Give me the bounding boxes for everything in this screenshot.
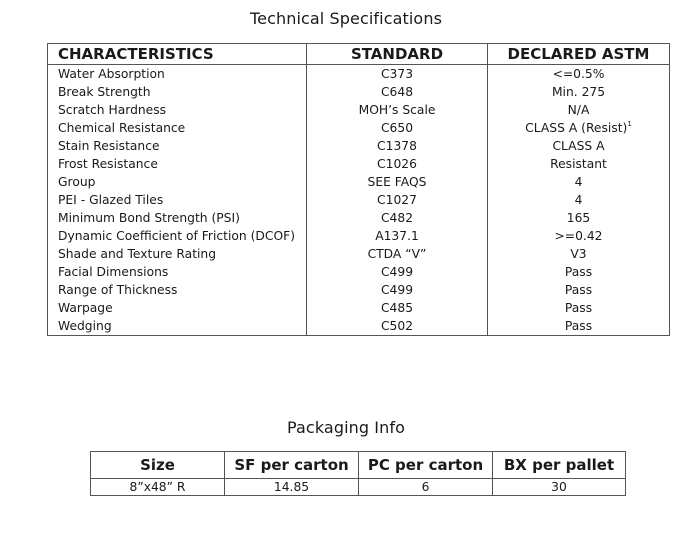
spec-declared-value: N/A xyxy=(567,103,590,117)
spec-row xyxy=(48,173,670,191)
spec-declared-value: 4 xyxy=(574,193,583,207)
spec-declared-value: Pass xyxy=(564,265,593,279)
spec-header-declared: DECLARED ASTM xyxy=(488,44,670,65)
spec-declared-value: CLASS A xyxy=(552,139,605,153)
spec-characteristic-cell: Shade and Texture Rating xyxy=(48,245,307,263)
spec-row xyxy=(48,191,670,209)
spec-characteristic-cell: Dynamic Coefficient of Friction (DCOF) xyxy=(48,227,307,245)
spec-declared-cell xyxy=(488,83,670,101)
spec-standard-cell: C499 xyxy=(307,263,488,281)
spec-declared-cell xyxy=(488,299,670,317)
spec-declared-cell xyxy=(488,317,670,336)
spec-characteristic-cell: Frost Resistance xyxy=(48,155,307,173)
spec-characteristic-cell: Facial Dimensions xyxy=(48,263,307,281)
packaging-section-title: Packaging Info xyxy=(287,418,405,437)
spec-table xyxy=(47,43,670,336)
spec-row xyxy=(48,137,670,155)
spec-declared-value: >=0.42 xyxy=(554,229,603,243)
spec-standard-cell: C648 xyxy=(307,83,488,101)
spec-declared-cell xyxy=(488,101,670,119)
spec-declared-value: Min. 275 xyxy=(551,85,606,99)
spec-row xyxy=(48,299,670,317)
spec-header-characteristics: CHARACTERISTICS xyxy=(48,44,307,65)
spec-declared-value: 165 xyxy=(566,211,591,225)
spec-declared-cell xyxy=(488,173,670,191)
spec-declared-cell xyxy=(488,245,670,263)
packaging-header-sf: SF per carton xyxy=(225,452,359,479)
spec-row xyxy=(48,101,670,119)
spec-declared-value: V3 xyxy=(570,247,587,261)
packaging-table-body xyxy=(91,479,626,496)
spec-row xyxy=(48,227,670,245)
spec-table-body xyxy=(48,65,670,336)
spec-declared-cell xyxy=(488,227,670,245)
footnote-marker: 1 xyxy=(627,120,632,128)
spec-declared-value: Resistant xyxy=(550,157,607,171)
spec-declared-value: Pass xyxy=(564,283,593,297)
spec-characteristic-cell: Wedging xyxy=(48,317,307,336)
spec-characteristic-cell: Break Strength xyxy=(48,83,307,101)
spec-header-standard: STANDARD xyxy=(307,44,488,65)
spec-standard-cell: CTDA “V” xyxy=(307,245,488,263)
spec-row xyxy=(48,155,670,173)
spec-declared-cell xyxy=(488,65,670,84)
spec-row xyxy=(48,245,670,263)
spec-row xyxy=(48,263,670,281)
spec-declared-cell xyxy=(488,281,670,299)
spec-standard-cell: C482 xyxy=(307,209,488,227)
spec-row xyxy=(48,317,670,336)
spec-row xyxy=(48,209,670,227)
spec-standard-cell: MOH’s Scale xyxy=(307,101,488,119)
packaging-size-cell: 8”x48” R xyxy=(91,479,225,496)
spec-standard-cell: C650 xyxy=(307,119,488,137)
spec-row xyxy=(48,83,670,101)
spec-standard-cell: C1027 xyxy=(307,191,488,209)
packaging-sf-cell: 14.85 xyxy=(225,479,359,496)
spec-standard-cell: C1378 xyxy=(307,137,488,155)
spec-row xyxy=(48,119,670,137)
spec-declared-cell xyxy=(488,191,670,209)
spec-characteristic-cell: Warpage xyxy=(48,299,307,317)
spec-characteristic-cell: PEI - Glazed Tiles xyxy=(48,191,307,209)
spec-characteristic-cell: Water Absorption xyxy=(48,65,307,84)
spec-declared-cell xyxy=(488,119,670,137)
packaging-pc-cell: 6 xyxy=(359,479,493,496)
spec-declared-cell xyxy=(488,263,670,281)
spec-characteristic-cell: Range of Thickness xyxy=(48,281,307,299)
packaging-row xyxy=(91,479,626,496)
spec-declared-value: 4 xyxy=(574,175,583,189)
spec-standard-cell: C502 xyxy=(307,317,488,336)
spec-characteristic-cell: Group xyxy=(48,173,307,191)
spec-characteristic-cell: Minimum Bond Strength (PSI) xyxy=(48,209,307,227)
spec-row xyxy=(48,65,670,84)
packaging-header-bx: BX per pallet xyxy=(493,452,626,479)
packaging-bx-cell: 30 xyxy=(493,479,626,496)
spec-row xyxy=(48,281,670,299)
spec-declared-value: <=0.5% xyxy=(552,67,605,81)
spec-standard-cell: C373 xyxy=(307,65,488,84)
spec-standard-cell: SEE FAQS xyxy=(307,173,488,191)
spec-characteristic-cell: Chemical Resistance xyxy=(48,119,307,137)
spec-characteristic-cell: Stain Resistance xyxy=(48,137,307,155)
spec-section-title: Technical Specifications xyxy=(249,9,443,28)
spec-declared-value: Pass xyxy=(564,301,593,315)
packaging-header-row xyxy=(91,452,626,479)
spec-standard-cell: A137.1 xyxy=(307,227,488,245)
spec-declared-cell xyxy=(488,155,670,173)
packaging-table xyxy=(90,451,626,496)
spec-declared-value: Pass xyxy=(564,319,593,333)
packaging-header-size: Size xyxy=(91,452,225,479)
spec-declared-cell xyxy=(488,137,670,155)
spec-standard-cell: C499 xyxy=(307,281,488,299)
spec-declared-cell xyxy=(488,209,670,227)
spec-declared-value: CLASS A (Resist) xyxy=(525,121,628,135)
spec-standard-cell: C1026 xyxy=(307,155,488,173)
spec-standard-cell: C485 xyxy=(307,299,488,317)
spec-header-row xyxy=(48,44,670,65)
packaging-header-pc: PC per carton xyxy=(359,452,493,479)
spec-characteristic-cell: Scratch Hardness xyxy=(48,101,307,119)
